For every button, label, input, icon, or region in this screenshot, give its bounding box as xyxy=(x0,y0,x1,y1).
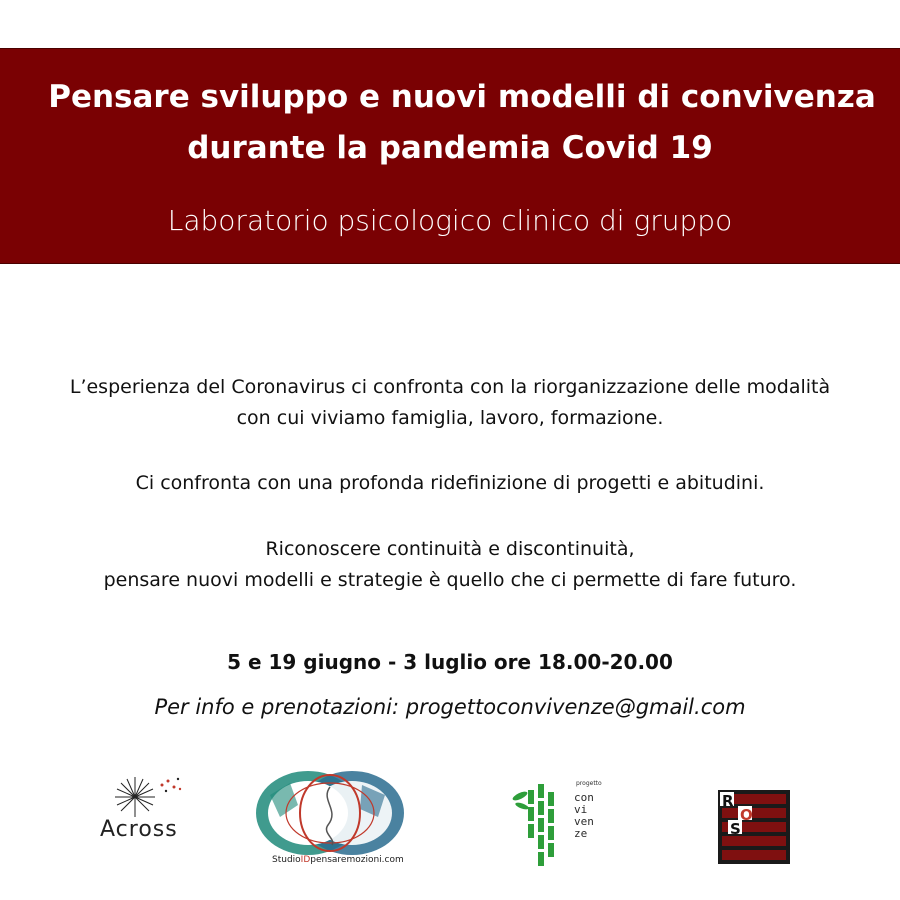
paragraph-1-line-1: L’esperienza del Coronavirus ci confronta con la riorganizzazione delle modalità xyxy=(69,376,831,398)
subtitle: Laboratorio psicologico clinico di gruppo xyxy=(167,204,733,237)
ros-letter-s: S xyxy=(730,820,741,838)
paragraph-3-line-1: Riconoscere continuità e discontinuità, xyxy=(265,538,635,560)
paragraph-1-line-2: con cui viviamo famiglia, lavoro, formazione. xyxy=(236,407,664,429)
studio-id-logo xyxy=(250,765,410,875)
studio-id-text: ID xyxy=(300,855,311,865)
bamboo-icon xyxy=(510,780,570,875)
paragraph-3-line-2: pensare nuovi modelli e strategie è quello che ci permette di fare futuro. xyxy=(103,569,797,591)
rings-icon xyxy=(250,765,410,860)
title-line-2: durante la pandemia Covid 19 xyxy=(187,130,713,166)
paragraph-2: Ci confronta con una profonda ridefinizione di progetti e abitudini. xyxy=(135,472,765,494)
convivenze-logo xyxy=(510,780,610,875)
dandelion-icon xyxy=(100,775,210,820)
contact-info[interactable]: Per info e prenotazioni: progettoconvivenze@gmail.com xyxy=(154,695,746,719)
studio-site-text: pensaremozioni.com xyxy=(310,855,404,865)
convivenze-small-label: progetto xyxy=(576,780,602,787)
across-wordmark: Across xyxy=(100,817,178,842)
ros-logo xyxy=(718,790,790,864)
convivenze-wordmark: con vi ven ze xyxy=(574,791,594,840)
studio-wordmark xyxy=(272,855,404,865)
title-line-1: Pensare sviluppo e nuovi modelli di convivenza xyxy=(48,79,876,115)
ros-letter-o: O xyxy=(740,806,753,824)
event-dates: 5 e 19 giugno - 3 luglio ore 18.00-20.00 xyxy=(227,650,673,674)
across-logo xyxy=(100,775,210,845)
ros-letter-r: R xyxy=(722,792,734,810)
studio-prefix: Studio xyxy=(272,855,301,865)
header-banner xyxy=(0,48,900,264)
